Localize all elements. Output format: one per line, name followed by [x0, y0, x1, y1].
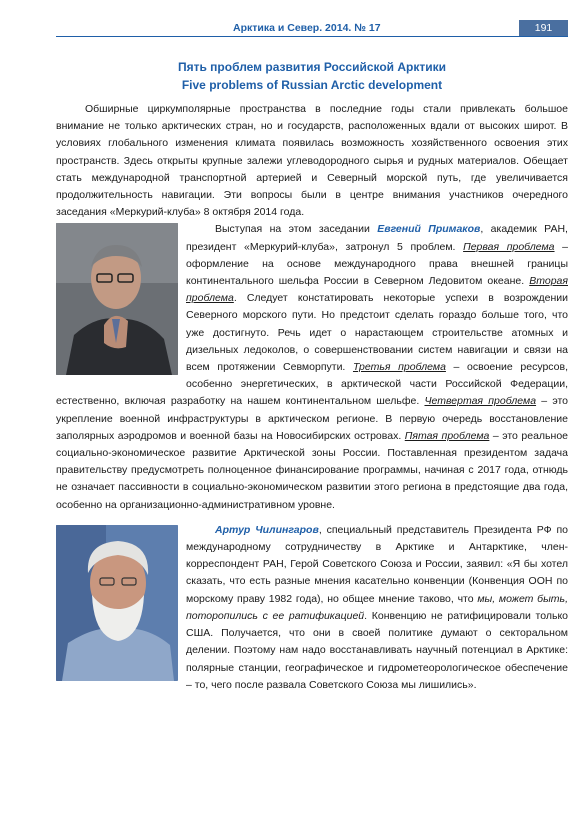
- chilingarov-section: [56, 522, 568, 694]
- header-rule: [56, 36, 568, 37]
- problem-3-label: Третья проблема: [352, 361, 446, 374]
- problem-2-label: Вторая проблема: [186, 275, 568, 305]
- speaker-name-chilingarov: Артур Чилингаров: [215, 523, 319, 536]
- title-english: Five problems of Russian Arctic development: [181, 78, 443, 92]
- primakov-lead: Выступая на этом заседании: [215, 223, 378, 236]
- intro-paragraph: Обширные циркумполярные пространства в последние годы стали привлекать большое внимание не только арктических стран, но и государств, расположенных вдали от высоких широт. В условиях глобального изменения климата появилась возможность хозяйственного освоения этих пространств. Здесь открыты крупные залежи углеводородного сырья и рудных материалов. Обещает стать международной транспортной артерией и Северный морской путь, где увеличивается продолжительность навигации. Эти вопросы были в центре внимания участников очередного заседания «Меркурий-клуба» 8 октября 2014 года.: [56, 103, 568, 219]
- title-russian: Пять проблем развития Российской Арктики: [177, 60, 447, 74]
- journal-citation: Арктика и Север. 2014. № 17: [233, 22, 381, 34]
- primakov-paragraph: Выступая на этом заседании Евгений Примаков, академик РАН, президент «Меркурий-клуба», затронул 5 проблем. Первая проблема – оформление на основе международного права внешней границы континентального шельфа России в Северном Ледовитом океане. Вторая проблема. Следует констатировать некоторые успехи в возрождении Северного морского пути. Но предстоит сделать гораздо больше того, что уже достигнуто. Речь идет о нарастающем строительстве атомных и дизельных ледоколов, о совершенствовании систем навигации и связи на всем протяжении Севморпути. Третья проблема – освоение ресурсов, особенно энергетических, в арктической части Российской Федерации, естественно, включая разработку на нашем континентальном шельфе. Четвертая проблема – это укрепление военной инфраструктуры в арктическом регионе. В первую очередь восстановление заполярных аэродромов и военной базы на Новосибирских островах. Пятая проблема – это реальное социально-экономическое развитие Арктической зоны России. Поставленная президентом задача правительству предусмотреть полноценное финансирование программы, начиная с 2017 года, отнюдь не означает пассивности в социально-экономическом развитии этого региона в предстоящие два года, особенно на организационно-административном уровне.: [56, 223, 569, 511]
- article-body: [56, 101, 568, 694]
- speaker-name-primakov: Евгений Примаков: [377, 223, 481, 236]
- problem-1-label: Первая проблема: [463, 240, 555, 253]
- chilingarov-paragraph: Артур Чилингаров, специальный представитель Президента РФ по международному сотрудничеству в Арктике и Антарктике, член-корреспондент РАН, Герой Советского Союза и России, заявил: «Я бы хотел сказать, что есть разные мнения касательно конвенции (Конвенция ООН по морскому праву 1982 года), но общее мнение таково, что мы, может быть, поторопились с ее ратификацией. Конвенцию не ратифицировали только США. Получается, что они в своей политике думают о секторальном делении. Поэтому нам надо восстанавливать научный потенциал в Арктике: полярные станции, географическое и гидрометеорологическое обеспечение – то, чего после развала Советского Союза мы лишились».: [186, 523, 568, 691]
- photo-chilingarov: [56, 525, 178, 681]
- page-header: [0, 20, 579, 38]
- page-number: 191: [519, 20, 568, 36]
- problem-5-label: Пятая проблема: [404, 429, 490, 442]
- emphasized-quote: мы, может быть, поторопились с ее ратификацией: [186, 592, 568, 622]
- photo-primakov: [56, 223, 178, 375]
- problem-4-label: Четвертая проблема: [424, 395, 537, 408]
